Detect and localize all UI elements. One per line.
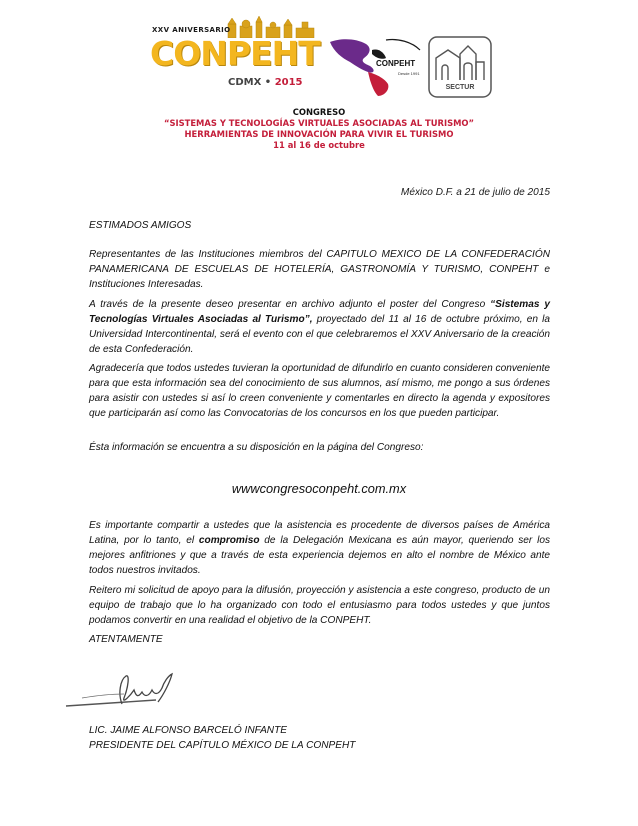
anniversary-label: XXV ANIVERSARIO (152, 26, 231, 34)
closing: ATENTAMENTE (89, 634, 163, 645)
title-line-1: CONGRESO (292, 107, 346, 117)
year-label: 2015 (274, 77, 303, 88)
paragraph-2 (89, 297, 550, 357)
commitment-emphasis: compromiso (198, 535, 260, 546)
congress-title (0, 107, 638, 151)
title-line-3: HERRAMIENTAS DE INNOVACIÓN PARA VIVIR EL TURISMO (184, 129, 454, 139)
handwritten-signature-icon (64, 668, 194, 718)
title-line-4: 11 al 16 de octubre (273, 140, 365, 150)
org-since: Desde 1991 (398, 71, 420, 76)
signer-name: LIC. JAIME ALFONSO BARCELÓ INFANTE (89, 725, 287, 736)
paragraph-2-part-c: proyectado del 11 al 16 de octubre próximo, en la Universidad Intercontinental, será el evento con el que celebraremos el XXV Aniversario de la creación de esta Confederación. (89, 314, 550, 355)
paragraph-6-text: Reitero mi solicitud de apoyo para la difusión, proyección y asistencia a este congreso, producto de un equipo de trabajo que lo ha organizado con todo el entusiasmo para todos ustedes y que juntos podamos convertir en una realidad el objetivo de la CONPEHT. (89, 585, 550, 626)
paragraph-3-text: Agradecería que todos ustedes tuvieran la oportunidad de difundirlo en cuanto consideren conveniente para que esta información sea del conocimiento de sus alumnos, así mismo, me pongo a sus órdenes para asistir con ustedes si así lo creen conveniente y comentarles en directo la agenda y expositores que participarán así como las Convocatorias de los concursos en los que pueden participar. (89, 363, 550, 419)
title-line-2: “SISTEMAS Y TECNOLOGÍAS VIRTUALES ASOCIADAS AL TURISMO” (163, 118, 475, 128)
paragraph-4-text: Ésta información se encuentra a su disposición en la página del Congreso: (89, 442, 424, 453)
congress-website-link[interactable]: wwwcongresoconpeht.com.mx (231, 481, 407, 496)
cdmx-year-label (228, 77, 303, 88)
conpeht-logo-text: CONPEHT (150, 34, 320, 73)
paragraph-3 (89, 361, 550, 421)
paragraph-5-part-a: Es importante compartir a ustedes que la asistencia es procedente de diversos países de América Latina, por lo tanto, el (89, 520, 550, 546)
paragraph-4 (89, 440, 550, 455)
bullet: • (264, 77, 272, 88)
paragraph-5-text (89, 518, 550, 578)
congress-name-emphasis: “Sistemas y Tecnologías Virtuales Asociadas al Turismo”, (89, 299, 551, 325)
paragraph-5 (89, 518, 550, 578)
paragraph-1-text: Representantes de las Instituciones miembros del CAPITULO MEXICO DE LA CONFEDERACIÓN PANAMERICANA DE ESCUELAS DE HOTELERÍA, GASTRONOMÍA Y TURISMO, CONPEHT e Instituciones Interesadas. (89, 249, 550, 290)
paragraph-5-part-c: de la Delegación Mexicana es aún mayor, queriendo ser los mejores anfitriones y que a través de esta experiencia dejemos en alto el nombre de México ante todos nuestros invitados. (89, 535, 550, 576)
org-name: CONPEHT (376, 59, 416, 68)
paragraph-2-part-a: A través de la presente deseo presentar en archivo adjunto el poster del Congreso (89, 299, 491, 310)
letterhead (0, 0, 638, 100)
sectur-label: SECTUR (445, 84, 475, 91)
signer-title: PRESIDENTE DEL CAPÍTULO MÉXICO DE LA CONPEHT (89, 740, 356, 751)
paragraph-1 (89, 247, 550, 292)
city-label: CDMX (228, 77, 262, 88)
paragraph-6 (89, 583, 550, 628)
greeting: ESTIMADOS AMIGOS (89, 220, 192, 231)
paragraph-2-text (89, 297, 550, 357)
letter-date: México D.F. a 21 de julio de 2015 (400, 187, 550, 198)
